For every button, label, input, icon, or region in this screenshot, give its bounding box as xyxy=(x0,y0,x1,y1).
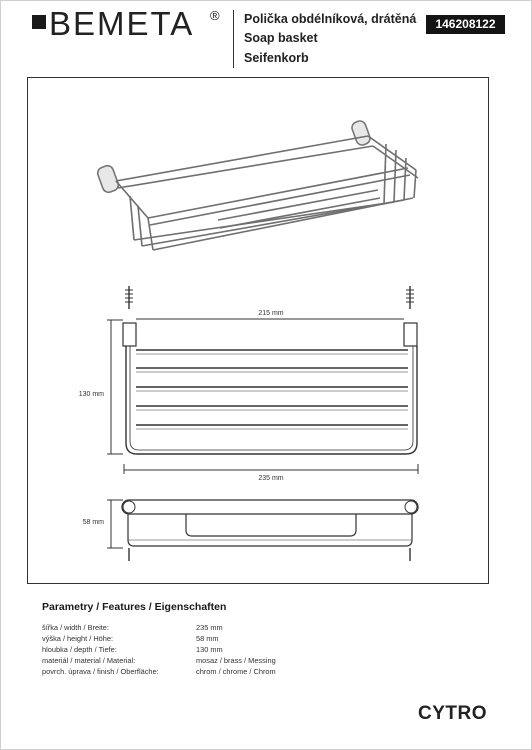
brand-logo: BEMETA xyxy=(49,5,195,42)
param-value-finish: chrom / chrome / Chrom xyxy=(196,667,276,676)
params-title: Parametry / Features / Eigenschaften xyxy=(42,601,227,613)
dim-height: 58 mm xyxy=(82,519,104,526)
technical-drawing xyxy=(27,77,489,584)
logo-square-mark xyxy=(32,15,46,29)
param-value-width: 235 mm xyxy=(196,623,223,632)
param-label-material: materiál / material / Material: xyxy=(42,656,136,665)
side-view xyxy=(107,500,418,561)
param-label-depth: hloubka / depth / Tiefe: xyxy=(42,645,117,654)
drawing-svg xyxy=(28,78,488,583)
basket-render xyxy=(96,119,418,250)
product-code: 146208122 xyxy=(426,15,505,34)
param-value-material: mosaz / brass / Messing xyxy=(196,656,276,665)
title-cz: Polička obdélníková, drátěná xyxy=(244,12,417,26)
param-value-height: 58 mm xyxy=(196,634,219,643)
dim-width-bottom: 235 mm xyxy=(258,475,284,482)
header-divider xyxy=(233,10,234,68)
param-label-width: šířka / width / Breite: xyxy=(42,623,109,632)
param-label-height: výška / height / Höhe: xyxy=(42,634,114,643)
dim-depth: 130 mm xyxy=(78,391,104,398)
title-en: Soap basket xyxy=(244,31,318,45)
product-name: CYTRO xyxy=(418,703,487,724)
dim-width-top: 215 mm xyxy=(258,310,284,317)
registered-mark: ® xyxy=(210,8,220,23)
param-label-finish: povrch. úprava / finish / Oberfläche: xyxy=(42,667,159,676)
param-value-depth: 130 mm xyxy=(196,645,223,654)
title-de: Seifenkorb xyxy=(244,51,309,65)
